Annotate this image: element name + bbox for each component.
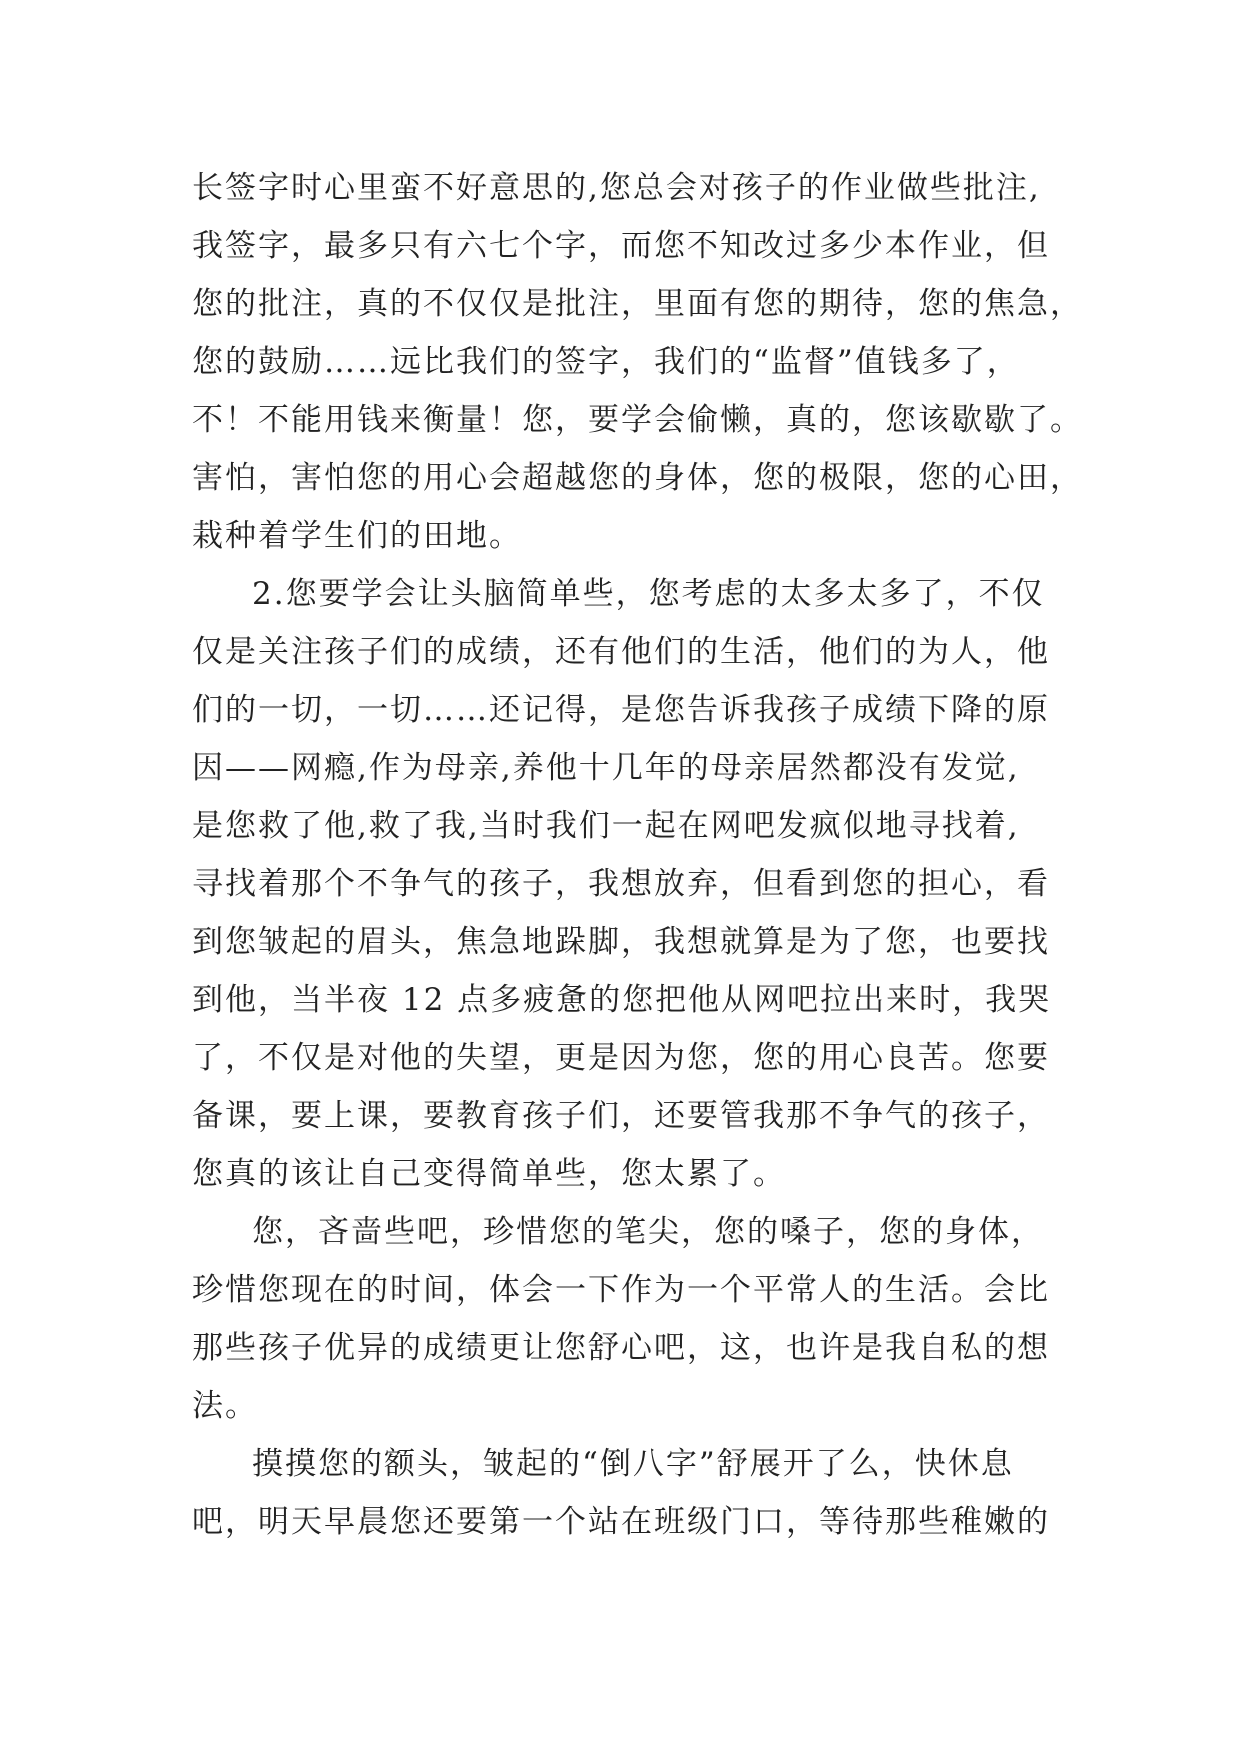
- text-line: 法。: [192, 1388, 258, 1424]
- text-line: 您，吝啬些吧，珍惜您的笔尖，您的嗓子，您的身体，: [252, 1214, 1044, 1250]
- text-line: 到他，当半夜 12 点多疲惫的您把他从网吧拉出来时，我哭: [192, 982, 1052, 1018]
- text-line: 2.您要学会让头脑简单些，您考虑的太多太多了，不仅: [252, 576, 1045, 612]
- text-line: 寻找着那个不争气的孩子，我想放弃，但看到您的担心，看: [192, 866, 1050, 902]
- text-line: 珍惜您现在的时间，体会一下作为一个平常人的生活。会比: [192, 1272, 1050, 1308]
- text-line: 长签字时心里蛮不好意思的,您总会对孩子的作业做些批注,: [192, 170, 1041, 206]
- text-line: 栽种着学生们的田地。: [192, 518, 522, 554]
- text-line: 了，不仅是对他的失望，更是因为您，您的用心良苦。您要: [192, 1040, 1050, 1076]
- text-line: 不！不能用钱来衡量！您，要学会偷懒，真的，您该歇歇了。: [192, 402, 1083, 438]
- document-body: [192, 159, 1092, 1551]
- text-line: 您的鼓励……远比我们的签字，我们的“监督”值钱多了，: [192, 344, 1020, 380]
- text-line: 那些孩子优异的成绩更让您舒心吧，这，也许是我自私的想: [192, 1330, 1050, 1366]
- text-line: 到您皱起的眉头，焦急地跺脚，我想就算是为了您，也要找: [192, 924, 1050, 960]
- text-line: 仅是关注孩子们的成绩，还有他们的生活，他们的为人，他: [192, 634, 1050, 670]
- text-line: 备课，要上课，要教育孩子们，还要管我那不争气的孩子，: [192, 1098, 1050, 1134]
- text-line: 您真的该让自己变得简单些，您太累了。: [192, 1156, 786, 1192]
- text-line: 因——网瘾,作为母亲,养他十几年的母亲居然都没有发觉,: [192, 750, 1020, 786]
- text-line: 我签字，最多只有六七个字，而您不知改过多少本作业，但: [192, 228, 1050, 264]
- text-line: 您的批注，真的不仅仅是批注，里面有您的期待，您的焦急，: [192, 286, 1083, 322]
- text-line: 吧，明天早晨您还要第一个站在班级门口，等待那些稚嫩的: [192, 1504, 1050, 1540]
- text-line: 害怕，害怕您的用心会超越您的身体，您的极限，您的心田，: [192, 460, 1083, 496]
- text-line: 们的一切，一切……还记得，是您告诉我孩子成绩下降的原: [192, 692, 1050, 728]
- text-line: 是您救了他,救了我,当时我们一起在网吧发疯似地寻找着,: [192, 808, 1020, 844]
- text-line: 摸摸您的额头，皱起的“倒八字”舒展开了么，快休息: [252, 1446, 1014, 1482]
